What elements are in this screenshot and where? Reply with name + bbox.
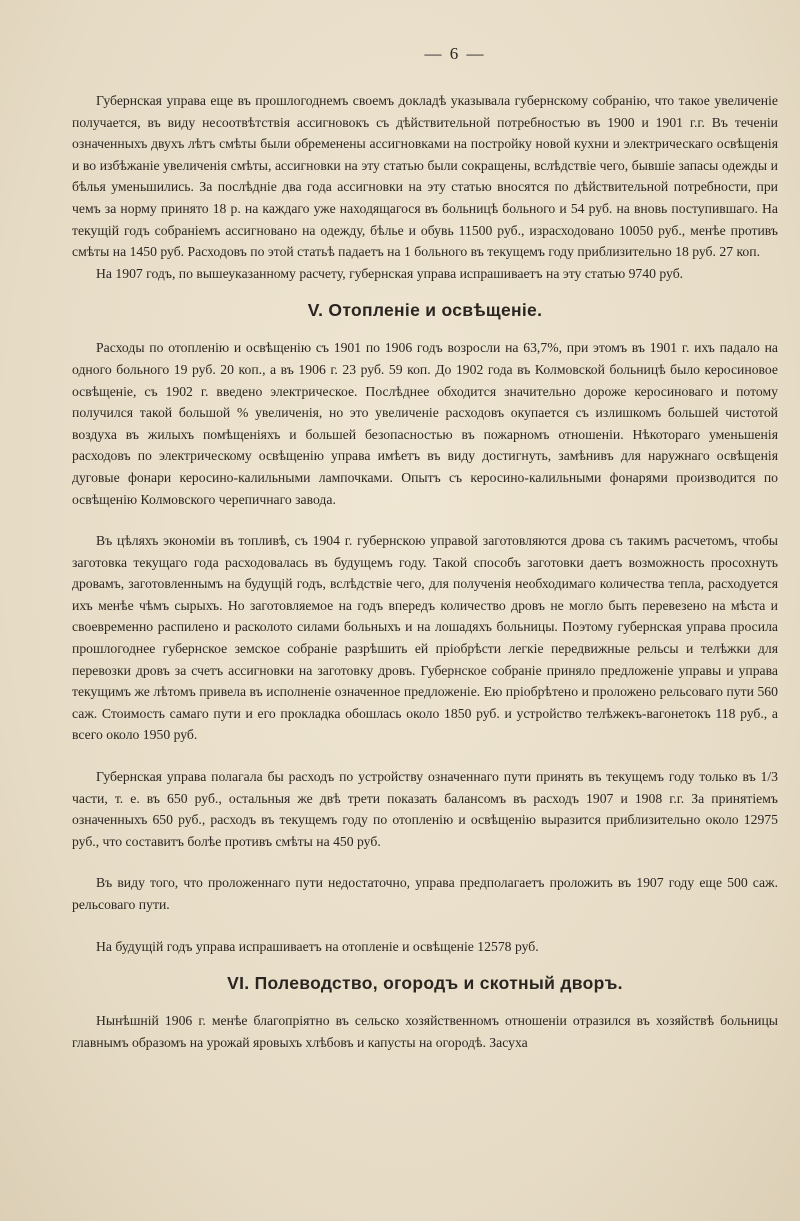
intro-paragraph-2: На 1907 годъ, по вышеуказанному расчету, губернская управа испрашиваетъ на эту статью 9740 руб.: [96, 265, 684, 281]
intro-paragraph-1: Губернская управа еще въ прошлогоднемъ своемъ докладѣ указывала губернскому собранію, что такое увеличеніе получается, въ виду несоотвѣтствія ассигновокъ съ дѣйствительной потребностью въ 1900 и 1901 г.г. Въ теченіи означенныхъ двухъ лѣтъ смѣты были обременены ассигновками на постройку новой кухни и электрическаго освѣщенія и во избѣжаніе увеличенія смѣты, ассигновки на эту статью были сокращены, вслѣдствіе чего, бывшіе запасы одежды и бѣлья уменьшились. За послѣдніе два года ассигновки на эту статью вносятся по дѣйствительной потребности, при чемъ за норму принято 18 р. на каждаго уже находящагося въ больницѣ больного и 54 руб. на вновь поступившаго. На текущій годъ собраніемъ ассигновано на одежду, бѣлье и обувь 11500 руб., израсходовано 10050 руб., менѣе противъ смѣты на 1450 руб. Расходовъ по этой статьѣ падаетъ на 1 больного въ текущемъ году приблизительно 18 руб. 27 коп.: [72, 93, 778, 260]
section-6-heading: VI. Полеводство, огородъ и скотный дворъ.: [227, 973, 623, 994]
section-5-paragraph-1: Расходы по отопленію и освѣщенію съ 1901 по 1906 годъ возросли на 63,7%, при этомъ въ 1901 г. ихъ падало на одного больного 19 руб. 20 коп., а въ 1906 г. 23 руб. 59 коп. До 1902 года въ Колмовской больницѣ было керосиновое освѣщеніе, съ 1902 г. введено электрическое. Послѣднее обходится значительно дороже керосиноваго и потому получился такой большой % увеличенія, но это увеличеніе расходовъ окупается съ излишкомъ большей чистотой воздуха въ жилыхъ помѣщеніяхъ и большей безопасностью въ пожарномъ отношеніи. Нѣкотораго уменьшенія расходовъ по электрическому освѣщенію управа имѣетъ въ виду достигнуть, замѣнивъ для наружнаго освѣщенія дуговые фонари керосино-калильными лампочками. Опытъ съ керосино-калильными фонарями производится по освѣщенію Колмовского черепичнаго завода.: [72, 340, 778, 507]
section-6-paragraph-1: Нынѣшній 1906 г. менѣе благопріятно въ сельско хозяйственномъ отношеніи отразился въ хозяйствѣ больницы главнымъ образомъ на урожай яровыхъ хлѣбовъ и капусты на огородѣ. Засуха: [72, 1013, 778, 1050]
section-5-paragraph-4: Въ виду того, что проложеннаго пути недостаточно, управа предполагаетъ проложить въ 1907 году еще 500 саж. рельсоваго пути.: [72, 875, 778, 912]
page-number: — 6 —: [424, 44, 486, 63]
section-5-heading: V. Отопленіе и освѣщеніе.: [307, 300, 543, 321]
section-5-paragraph-3: Губернская управа полагала бы расходъ по устройству означеннаго пути принять въ текущемъ году только въ 1/3 части, т. е. въ 650 руб., остальныя же двѣ трети показать балансомъ въ расходъ 1907 и 1908 г.г. За принятіемъ означенныхъ 650 руб., расходъ въ текущемъ году по отопленію и освѣщенію выразится приблизительно около 12975 руб., что составитъ болѣе противъ смѣты на 450 руб.: [72, 769, 778, 849]
section-5-paragraph-5: На будущій годъ управа испрашиваетъ на отопленіе и освѣщеніе 12578 руб.: [96, 938, 539, 954]
section-5-paragraph-2: Въ цѣляхъ экономіи въ топливѣ, съ 1904 г. губернскою управой заготовляются дрова съ такимъ расчетомъ, чтобы заготовка текущаго года расходовалась въ будущемъ году. Такой способъ заготовки даетъ возможность просохнуть дровамъ, заготовленнымъ на будущій годъ, вслѣдствіе чего, для полученія необходимаго количества тепла, расходуется ихъ менѣе чѣмъ сырыхъ. Но заготовляемое на годъ впередъ количество дровъ не могло быть перевезено на мѣста и своевременно распилено и расколото силами больныхъ и на лошадяхъ больницы. Поэтому губернская управа просила прошлогоднее губернское земское собраніе разрѣшить ей пріобрѣсти легкіе передвижные рельсы и телѣжки для перевозки дровъ за счетъ ассигновки на заготовку дровъ. Губернское собраніе приняло предложеніе управы и управа текущимъ же лѣтомъ привела въ исполненіе означенное предложеніе. Ею пріобрѣтено и проложено рельсоваго пути 560 саж. Стоимость самаго пути и его прокладка обошлась около 1850 руб. и устройство телѣжекъ-вагонетокъ 118 руб., а всего около 1950 руб.: [72, 533, 778, 743]
